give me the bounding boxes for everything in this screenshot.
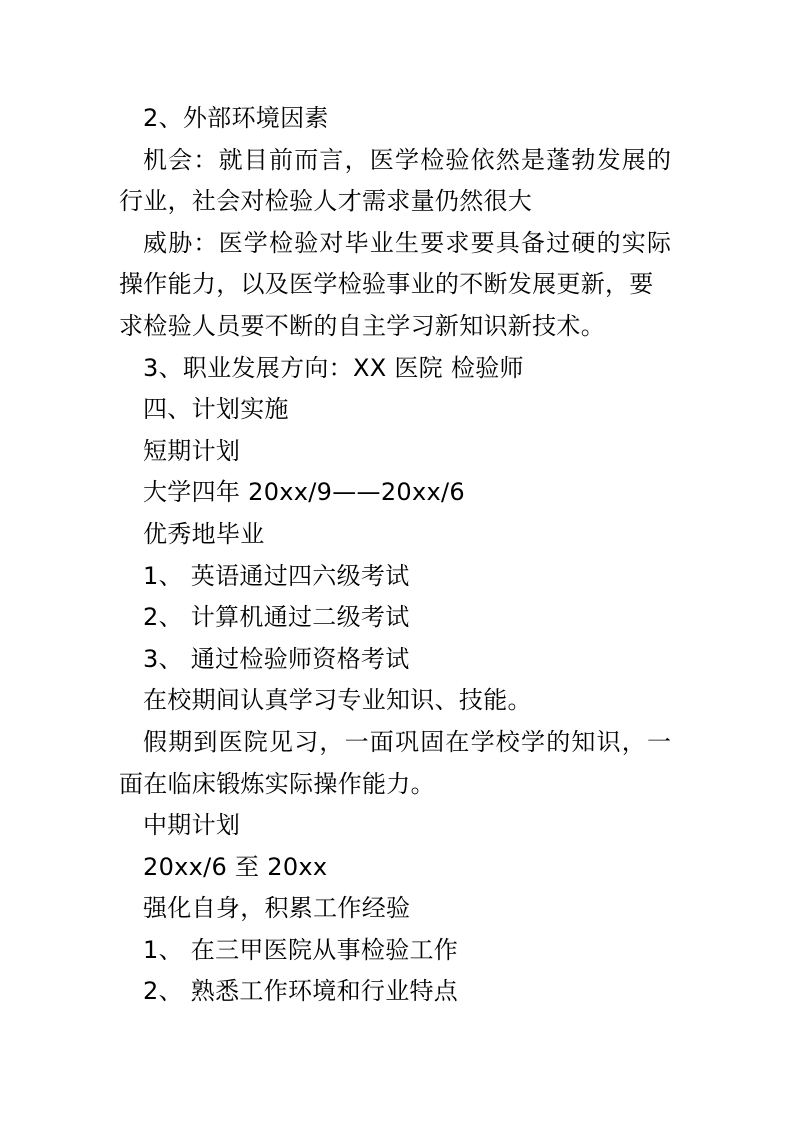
paragraph-study: 在校期间认真学习专业知识、技能。 bbox=[143, 686, 532, 715]
subheading-mid-term: 中期计划 bbox=[143, 811, 241, 840]
list-item: 1、 在三甲医院从事检验工作 bbox=[143, 935, 459, 964]
paragraph-threat: 威胁：医学检验对毕业生要求要具备过硬的实际 bbox=[143, 228, 673, 257]
mid-term-period: 20xx/6 至 20xx bbox=[143, 852, 328, 881]
paragraph-opportunity: 机会：就目前而言，医学检验依然是蓬勃发展的 bbox=[143, 145, 673, 174]
section-heading-plan: 四、计划实施 bbox=[143, 395, 289, 424]
paragraph-threat-continued: 操作能力，以及医学检验事业的不断发展更新，要 bbox=[119, 270, 654, 299]
list-item: 2、 计算机通过二级考试 bbox=[143, 603, 410, 632]
list-item: 1、 英语通过四六级考试 bbox=[143, 561, 410, 590]
mid-term-goal: 强化自身，积累工作经验 bbox=[143, 894, 411, 923]
short-term-period: 大学四年 20xx/9——20xx/6 bbox=[143, 478, 465, 507]
paragraph-internship-continued: 面在临床锻炼实际操作能力。 bbox=[119, 769, 435, 798]
paragraph-opportunity-continued: 行业，社会对检验人才需求量仍然很大 bbox=[119, 187, 533, 216]
subheading-short-term: 短期计划 bbox=[143, 436, 241, 465]
list-item: 3、 通过检验师资格考试 bbox=[143, 644, 410, 673]
document-body bbox=[119, 98, 679, 1013]
section-heading-external-factors: 2、外部环境因素 bbox=[143, 104, 329, 132]
paragraph-internship: 假期到医院见习，一面巩固在学校学的知识，一 bbox=[143, 727, 673, 756]
paragraph-threat-continued-2: 求检验人员要不断的自主学习新知识新技术。 bbox=[119, 311, 605, 340]
short-term-goal: 优秀地毕业 bbox=[143, 519, 265, 548]
career-direction: 3、职业发展方向：XX 医院 检验师 bbox=[143, 353, 524, 382]
list-item: 2、 熟悉工作环境和行业特点 bbox=[143, 977, 459, 1006]
